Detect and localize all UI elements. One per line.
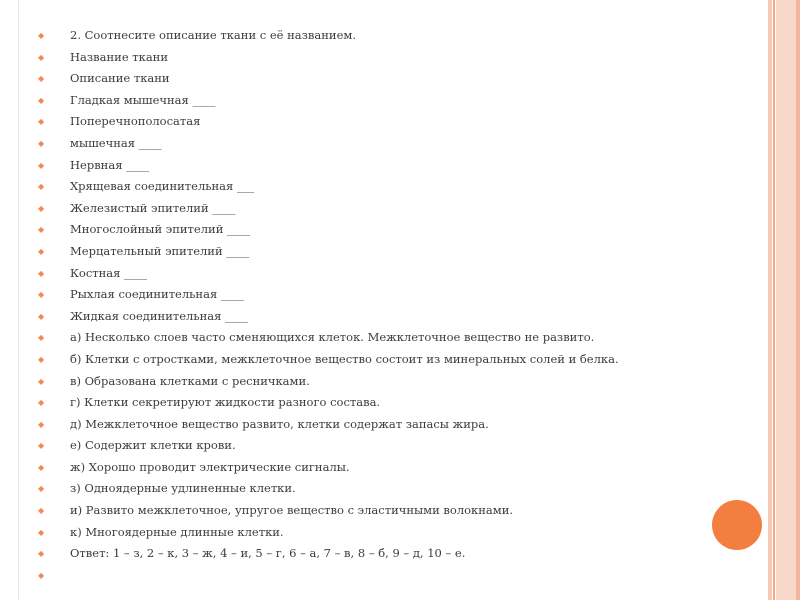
list-item bbox=[38, 198, 738, 220]
line-text: е) Содержит клетки крови. bbox=[70, 438, 236, 453]
slide-content bbox=[38, 25, 738, 586]
line-text: Рыхлая соединительная ____ bbox=[70, 287, 244, 302]
line-text: Ответ: 1 – з, 2 – к, 3 – ж, 4 – и, 5 – г, 6 – а, 7 – в, 8 – б, 9 – д, 10 – е. bbox=[70, 546, 466, 561]
diamond-bullet-icon: ◆ bbox=[38, 376, 45, 386]
list-item bbox=[38, 478, 738, 500]
line-text: Железистый эпителий ____ bbox=[70, 200, 236, 215]
list-item bbox=[38, 435, 738, 457]
list-item bbox=[38, 522, 738, 544]
list-item bbox=[38, 90, 738, 112]
diamond-bullet-icon: ◆ bbox=[38, 95, 45, 105]
list-item bbox=[38, 176, 738, 198]
answer-line bbox=[38, 543, 738, 565]
line-text: ж) Хорошо проводит электрические сигналы. bbox=[70, 459, 350, 474]
diamond-bullet-icon: ◆ bbox=[38, 31, 45, 40]
diamond-bullet-icon: ◆ bbox=[38, 160, 45, 170]
list-item bbox=[38, 263, 738, 285]
list-item bbox=[38, 284, 738, 306]
line-text: Хрящевая соединительная ___ bbox=[70, 179, 255, 194]
line-text: 2. Соотнесите описание ткани с её названием. bbox=[70, 28, 356, 42]
line-text: а) Несколько слоев часто сменяющихся клеток. Межклеточное вещество не развито. bbox=[70, 330, 595, 345]
diamond-bullet-icon: ◆ bbox=[38, 203, 45, 213]
line-text: Описание ткани bbox=[70, 71, 170, 86]
line-text: к) Многоядерные длинные клетки. bbox=[70, 524, 284, 539]
diamond-bullet-icon: ◆ bbox=[38, 74, 45, 84]
stripe bbox=[768, 0, 772, 600]
list-item bbox=[38, 327, 738, 349]
line-text: Жидкая соединительная ____ bbox=[70, 308, 249, 323]
line-text: г) Клетки секретируют жидкости разного состава. bbox=[70, 395, 381, 410]
diamond-bullet-icon: ◆ bbox=[38, 570, 45, 580]
line-text: и) Развито межклеточное, упругое вещество с эластичными волокнами. bbox=[70, 503, 514, 518]
diamond-bullet-icon: ◆ bbox=[38, 290, 45, 300]
diamond-bullet-icon: ◆ bbox=[38, 354, 45, 364]
list-item bbox=[38, 111, 738, 133]
diamond-bullet-icon: ◆ bbox=[38, 462, 45, 472]
line-text: мышечная ____ bbox=[70, 135, 162, 150]
diamond-bullet-icon: ◆ bbox=[38, 268, 45, 278]
list-item bbox=[38, 371, 738, 393]
diamond-bullet-icon: ◆ bbox=[38, 311, 45, 321]
diamond-bullet-icon: ◆ bbox=[38, 527, 45, 537]
diamond-bullet-icon: ◆ bbox=[38, 225, 45, 235]
diamond-bullet-icon: ◆ bbox=[38, 549, 45, 559]
list-item bbox=[38, 219, 738, 241]
diamond-bullet-icon: ◆ bbox=[38, 419, 45, 429]
list-item bbox=[38, 47, 738, 69]
list-item bbox=[38, 392, 738, 414]
line-text: Поперечнополосатая bbox=[70, 114, 201, 129]
left-divider bbox=[18, 0, 19, 600]
line-text: д) Межклеточное вещество развито, клетки содержат запасы жира. bbox=[70, 416, 489, 431]
diamond-bullet-icon: ◆ bbox=[38, 117, 45, 127]
diamond-bullet-icon: ◆ bbox=[38, 506, 45, 516]
diamond-bullet-icon: ◆ bbox=[38, 246, 45, 256]
diamond-bullet-icon: ◆ bbox=[38, 138, 45, 148]
line-text: б) Клетки с отростками, межклеточное вещество состоит из минеральных солей и белка. bbox=[70, 351, 619, 366]
line-text: Гладкая мышечная ____ bbox=[70, 92, 216, 107]
stripe bbox=[773, 0, 775, 600]
diamond-bullet-icon: ◆ bbox=[38, 441, 45, 451]
diamond-bullet-icon: ◆ bbox=[38, 52, 45, 62]
list-item bbox=[38, 306, 738, 328]
list-item bbox=[38, 349, 738, 371]
list-item bbox=[38, 155, 738, 177]
line-text: Многослойный эпителий ____ bbox=[70, 222, 251, 237]
list-item bbox=[38, 241, 738, 263]
line-text: Название ткани bbox=[70, 49, 169, 64]
diamond-bullet-icon: ◆ bbox=[38, 398, 45, 408]
line-text: Нервная ____ bbox=[70, 157, 150, 172]
question-title bbox=[38, 25, 738, 47]
empty-list-item bbox=[38, 565, 738, 587]
diamond-bullet-icon: ◆ bbox=[38, 182, 45, 192]
stripe bbox=[796, 0, 800, 600]
list-item bbox=[38, 414, 738, 436]
stripe bbox=[776, 0, 796, 600]
list-item bbox=[38, 133, 738, 155]
diamond-bullet-icon: ◆ bbox=[38, 484, 45, 494]
list-item bbox=[38, 68, 738, 90]
line-text: Мерцательный эпителий ____ bbox=[70, 243, 250, 258]
list-item bbox=[38, 500, 738, 522]
line-text: Костная ____ bbox=[70, 265, 148, 280]
line-text: з) Одноядерные удлиненные клетки. bbox=[70, 481, 296, 496]
diamond-bullet-icon: ◆ bbox=[38, 333, 45, 343]
line-text: в) Образована клетками с ресничками. bbox=[70, 373, 310, 388]
list-item bbox=[38, 457, 738, 479]
